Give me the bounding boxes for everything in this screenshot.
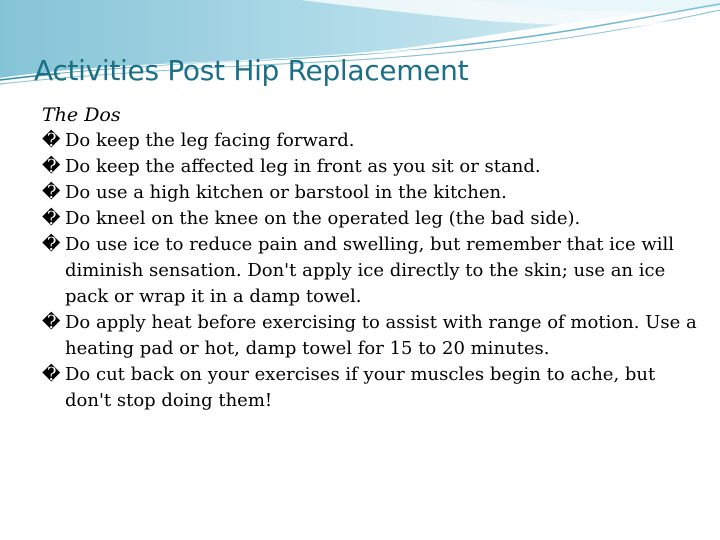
bullet-glyph-icon: � [42,208,61,229]
section-subheading: The Dos [42,104,121,126]
bullet-glyph-icon: � [42,156,61,177]
list-item [42,232,702,310]
bullet-glyph-icon: � [42,364,61,385]
bullet-text: Do kneel on the knee on the operated leg (the bad side). [65,208,581,229]
bullet-text: Do apply heat before exercising to assist with range of motion. Use a heating pad or hot, damp towel for 15 to 20 minutes. [65,312,697,359]
bullet-text: Do cut back on your exercises if your muscles begin to ache, but don't stop doing them! [65,364,656,411]
list-item [42,180,702,206]
bullet-glyph-icon: � [42,130,61,151]
bullet-text: Do use a high kitchen or barstool in the kitchen. [65,182,507,203]
list-item [42,206,702,232]
list-item [42,154,702,180]
bullet-text: Do use ice to reduce pain and swelling, but remember that ice will diminish sensation. Don't apply ice directly to the skin; use an ice pack or wrap it in a damp towel. [65,234,675,307]
list-item [42,128,702,154]
list-item [42,362,702,414]
slide-title: Activities Post Hip Replacement [34,54,469,87]
bullet-text: Do keep the leg facing forward. [65,130,355,151]
bullet-text: Do keep the affected leg in front as you sit or stand. [65,156,541,177]
bullet-glyph-icon: � [42,182,61,203]
bullet-glyph-icon: � [42,234,61,255]
bullet-glyph-icon: � [42,312,61,333]
list-item [42,310,702,362]
slide-content [42,102,702,414]
bullet-list [42,128,702,414]
